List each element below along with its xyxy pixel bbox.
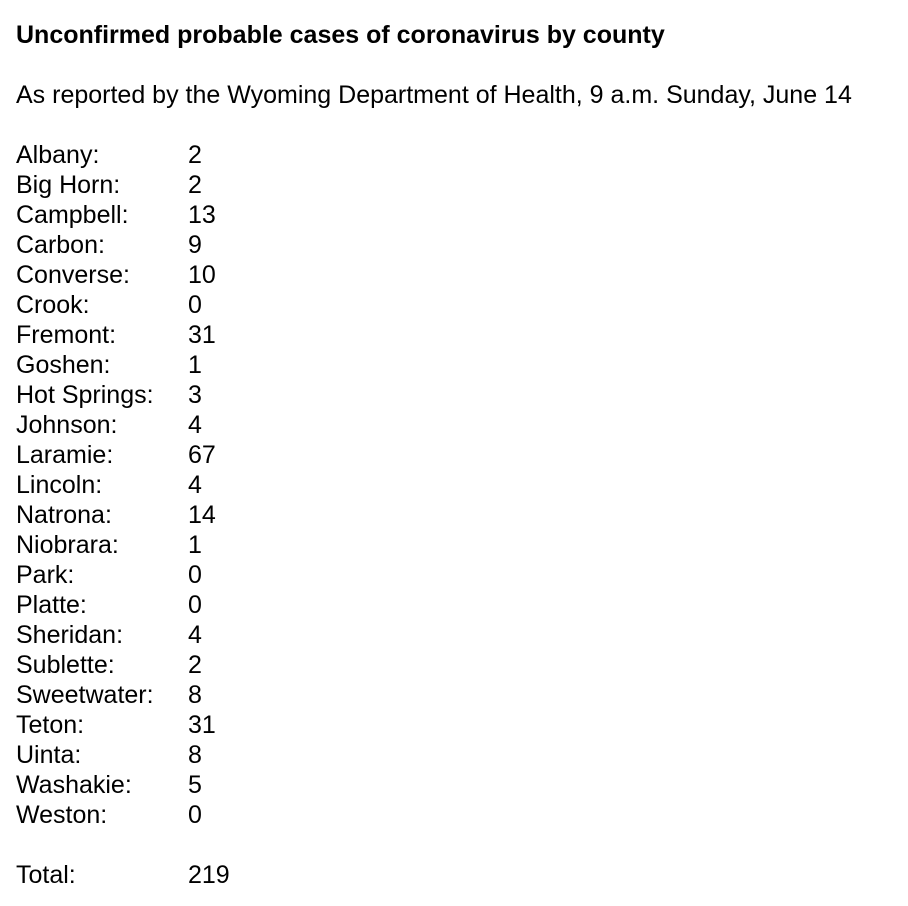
county-row — [16, 260, 896, 290]
county-name: Teton: — [16, 711, 85, 739]
county-name: Niobrara: — [16, 531, 119, 559]
document-title: Unconfirmed probable cases of coronavirus by county — [16, 21, 665, 49]
county-name: Goshen: — [16, 351, 111, 379]
county-case-count: 2 — [188, 171, 202, 199]
county-case-count: 2 — [188, 651, 202, 679]
county-row — [16, 440, 896, 470]
total-row — [16, 860, 896, 890]
county-row — [16, 770, 896, 800]
county-case-count: 13 — [188, 201, 216, 229]
county-row — [16, 380, 896, 410]
county-name: Crook: — [16, 291, 90, 319]
county-name: Laramie: — [16, 441, 114, 469]
county-case-count: 4 — [188, 621, 202, 649]
county-case-count: 8 — [188, 741, 202, 769]
county-case-count: 10 — [188, 261, 216, 289]
county-case-count: 14 — [188, 501, 216, 529]
county-row — [16, 560, 896, 590]
county-name: Sheridan: — [16, 621, 124, 649]
county-row — [16, 410, 896, 440]
county-case-list — [16, 140, 896, 830]
county-row — [16, 740, 896, 770]
county-case-count: 0 — [188, 561, 202, 589]
county-row — [16, 710, 896, 740]
county-name: Hot Springs: — [16, 381, 154, 409]
county-name: Johnson: — [16, 411, 118, 439]
county-row — [16, 230, 896, 260]
county-case-count: 9 — [188, 231, 202, 259]
document-subtitle: As reported by the Wyoming Department of Health, 9 a.m. Sunday, June 14 — [16, 81, 852, 109]
county-case-count: 2 — [188, 141, 202, 169]
county-case-count: 3 — [188, 381, 202, 409]
county-row — [16, 590, 896, 620]
county-case-count: 0 — [188, 291, 202, 319]
county-name: Platte: — [16, 591, 87, 619]
county-name: Sublette: — [16, 651, 115, 679]
county-name: Lincoln: — [16, 471, 103, 499]
county-row — [16, 200, 896, 230]
county-row — [16, 650, 896, 680]
county-name: Washakie: — [16, 771, 132, 799]
county-row — [16, 620, 896, 650]
total-value: 219 — [188, 861, 230, 889]
county-case-count: 8 — [188, 681, 202, 709]
county-name: Campbell: — [16, 201, 129, 229]
county-row — [16, 140, 896, 170]
county-row — [16, 500, 896, 530]
county-case-count: 31 — [188, 321, 216, 349]
county-row — [16, 350, 896, 380]
county-case-count: 1 — [188, 531, 202, 559]
county-case-count: 67 — [188, 441, 216, 469]
county-name: Weston: — [16, 801, 108, 829]
county-row — [16, 530, 896, 560]
county-case-count: 0 — [188, 591, 202, 619]
total-label: Total: — [16, 861, 76, 889]
county-row — [16, 680, 896, 710]
county-name: Fremont: — [16, 321, 117, 349]
document-body — [16, 20, 896, 890]
county-row — [16, 170, 896, 200]
county-case-count: 31 — [188, 711, 216, 739]
county-name: Uinta: — [16, 741, 82, 769]
county-name: Natrona: — [16, 501, 112, 529]
county-name: Carbon: — [16, 231, 105, 259]
county-row — [16, 320, 896, 350]
county-case-count: 4 — [188, 471, 202, 499]
county-name: Park: — [16, 561, 75, 589]
county-case-count: 1 — [188, 351, 202, 379]
county-name: Albany: — [16, 141, 100, 169]
county-name: Converse: — [16, 261, 130, 289]
county-row — [16, 290, 896, 320]
county-name: Sweetwater: — [16, 681, 154, 709]
county-row — [16, 800, 896, 830]
county-case-count: 5 — [188, 771, 202, 799]
county-row — [16, 470, 896, 500]
county-case-count: 0 — [188, 801, 202, 829]
county-name: Big Horn: — [16, 171, 121, 199]
county-case-count: 4 — [188, 411, 202, 439]
